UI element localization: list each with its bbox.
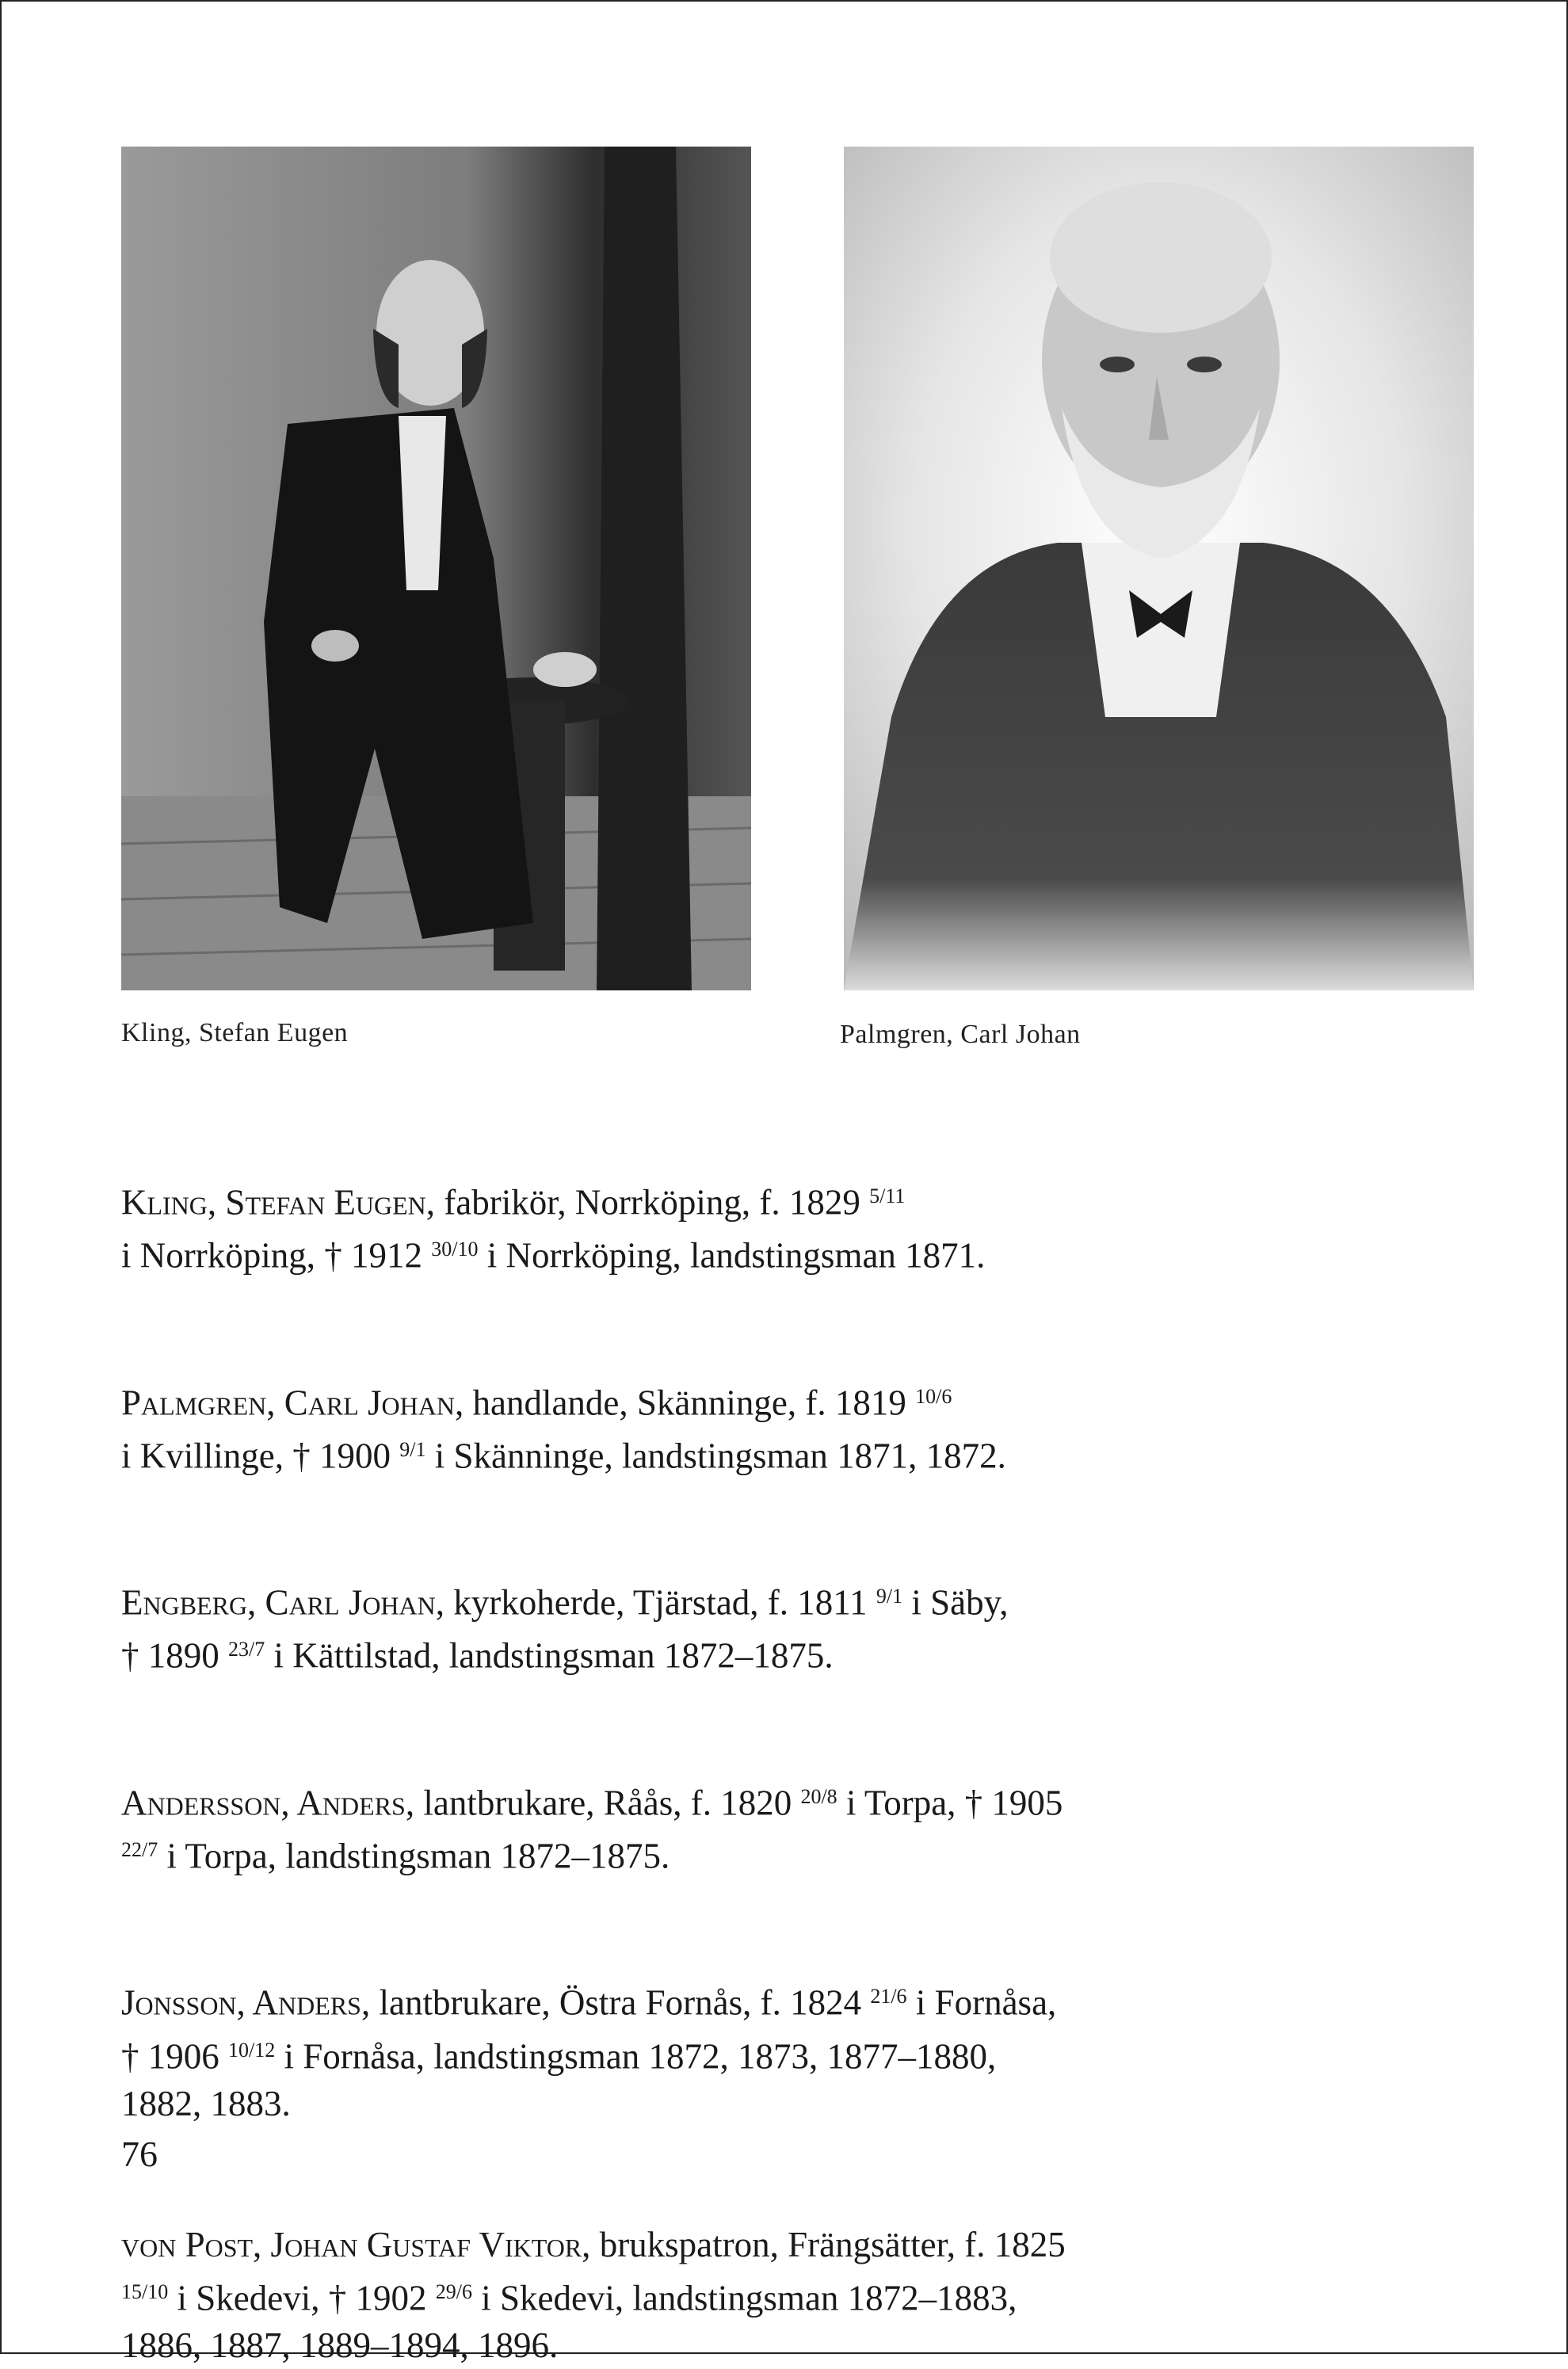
entry-line bbox=[121, 2027, 1151, 2080]
biography-entry bbox=[121, 1773, 1151, 1880]
person-name: von Post, Johan Gustaf Viktor, bbox=[121, 2224, 591, 2264]
entry-text: i Fornåsa, bbox=[906, 1982, 1057, 2023]
portrait-photo-palmgren bbox=[844, 147, 1474, 990]
person-name: Kling, Stefan Eugen, bbox=[121, 1182, 436, 1223]
date-fraction: 9/1 bbox=[876, 1585, 903, 1608]
date-fraction: 30/10 bbox=[431, 1238, 479, 1261]
biography-list bbox=[121, 1173, 1151, 2369]
entry-text: handlande, Skänninge, f. 1819 bbox=[464, 1382, 916, 1422]
date-fraction: 5/11 bbox=[869, 1184, 906, 1207]
date-fraction: 22/7 bbox=[121, 1838, 158, 1862]
person-name: Jonsson, Anders, bbox=[121, 1982, 371, 2023]
entry-line bbox=[121, 2268, 1151, 2321]
person-name: Engberg, Carl Johan, bbox=[121, 1582, 445, 1623]
entry-text: i Torpa, landstingsman 1872–1875. bbox=[158, 1836, 670, 1876]
photo-caption: Kling, Stefan Eugen bbox=[121, 1018, 349, 1047]
date-fraction: 10/12 bbox=[228, 2038, 276, 2062]
date-fraction: 9/1 bbox=[399, 1437, 426, 1461]
biography-entry bbox=[121, 1173, 1151, 1280]
entry-line bbox=[121, 1973, 1151, 2026]
entry-text: i Fornåsa, landstingsman 1872, 1873, 1877–1880, bbox=[275, 2035, 997, 2076]
entry-line bbox=[121, 1173, 1151, 1226]
entry-line bbox=[121, 2221, 1151, 2268]
entry-line: 1882, 1883. bbox=[121, 2083, 291, 2123]
entry-text: † 1906 bbox=[121, 2035, 228, 2076]
entry-text: brukspatron, Frängsätter, f. 1825 bbox=[590, 2224, 1066, 2264]
entry-text: lantbrukare, Östra Fornås, f. 1824 bbox=[370, 1982, 871, 2023]
date-fraction: 10/6 bbox=[915, 1384, 952, 1408]
entry-text: i Norrköping, † 1912 bbox=[121, 1235, 432, 1276]
date-fraction: 29/6 bbox=[435, 2279, 472, 2303]
entry-text: i Kättilstad, landstingsman 1872–1875. bbox=[265, 1635, 834, 1676]
biography-entry bbox=[121, 1373, 1151, 1480]
entry-text: i Säby, bbox=[902, 1582, 1009, 1623]
person-name: Palmgren, Carl Johan, bbox=[121, 1382, 464, 1422]
entry-text: i Norrköping, landstingsman 1871. bbox=[478, 1235, 986, 1276]
entry-line bbox=[121, 1373, 1151, 1426]
entry-text: fabrikör, Norrköping, f. 1829 bbox=[435, 1182, 870, 1223]
entry-line bbox=[121, 1426, 1151, 1479]
photo-caption: Palmgren, Carl Johan bbox=[840, 1020, 1081, 1049]
entry-text: i Torpa, † 1905 bbox=[837, 1783, 1063, 1823]
entry-line bbox=[121, 1573, 1151, 1626]
portrait-photo-kling bbox=[121, 147, 751, 990]
entry-text: i Skedevi, † 1902 bbox=[168, 2278, 436, 2318]
entry-line: 1886, 1887, 1889–1894, 1896. bbox=[121, 2325, 559, 2366]
date-fraction: 20/8 bbox=[800, 1784, 837, 1808]
entry-text: i Skedevi, landstingsman 1872–1883, bbox=[471, 2278, 1017, 2318]
entry-text: kyrkoherde, Tjärstad, f. 1811 bbox=[444, 1582, 876, 1623]
entry-text: † 1890 bbox=[121, 1635, 228, 1676]
entry-text: i Kvillinge, † 1900 bbox=[121, 1436, 400, 1476]
entry-line bbox=[121, 1226, 1151, 1279]
biography-entry bbox=[121, 2221, 1151, 2369]
entry-line bbox=[121, 1626, 1151, 1679]
entry-line bbox=[121, 1826, 1151, 1879]
date-fraction: 21/6 bbox=[870, 1985, 907, 2008]
entry-text: lantbrukare, Råås, f. 1820 bbox=[414, 1783, 801, 1823]
page-number: 76 bbox=[121, 2134, 158, 2174]
date-fraction: 15/10 bbox=[121, 2279, 169, 2303]
biography-entry bbox=[121, 1573, 1151, 1680]
entry-line bbox=[121, 1773, 1151, 1826]
person-name: Andersson, Anders, bbox=[121, 1783, 415, 1823]
entry-text: i Skänninge, landstingsman 1871, 1872. bbox=[425, 1436, 1006, 1476]
biography-entry bbox=[121, 1973, 1151, 2127]
date-fraction: 23/7 bbox=[228, 1638, 265, 1661]
